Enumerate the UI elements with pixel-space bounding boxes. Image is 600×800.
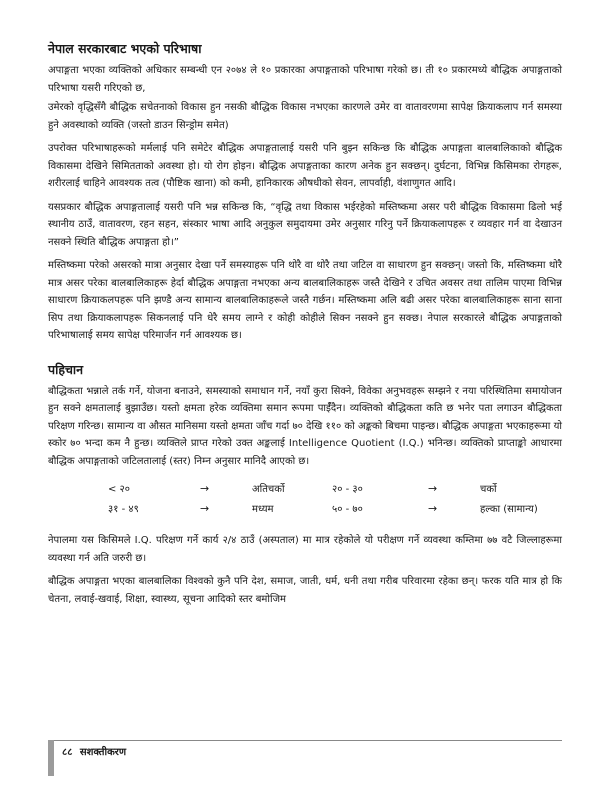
paragraph: उमेरको वृद्धिसँगै बौद्धिक सचेतनाको विकास हुन नसकी बौद्धिक विकास नभएका कारणले उमेर वा वातावरणमा सापेक्ष क्रियाकलाप गर्न समस्या हुने अवस्थाको व्यक्ति (जस्तो डाउन सिन्ड्रोम समेत) — [48, 102, 562, 131]
section-heading-definition: नेपाल सरकारबाट भएको परिभाषा — [48, 41, 202, 56]
iq-range: < २० — [108, 484, 130, 495]
iq-range: ५० - ७० — [332, 504, 363, 515]
arrow-icon: → — [200, 501, 210, 515]
page-number: ८८ — [62, 747, 73, 758]
iq-range: ३१ - ४९ — [108, 504, 139, 515]
paragraph: बौद्धिकता भन्नाले तर्क गर्ने, योजना बनाउने, समस्याको समाधान गर्ने, नयाँ कुरा सिक्ने, विवेका अनुभवहरू सम्झने र नया परिस्थितिमा समायोजन हुन सक्ने क्षमतालाई बुझाउँछ। यस्तो क्षमता हरेक व्यक्तिमा समान रूपमा पाईँदैन। व्यक्तिको बौद्धिकता कति छ भनेर पता लगाउन बौद्धिकता परिक्षण गरिन्छ। सामान्य वा औसत मानिसमा यस्तो क्षमता जाँच गर्दा ७० देखि ११० को अङ्कको बिचमा पाइन्छ। बौद्धिक अपाङ्गता भएकाहरूमा यो स्कोर ७० भन्दा कम नै हुन्छ। व्यक्तिले प्राप्त गरेको उक्त अङ्कलाई Intelligence Quotient (I.Q.) भनिन्छ। व्यक्तिको प्राप्ताङ्को आधारमा बौद्धिक अपाङ्गताको जटिलतालाई (स्तर) निम्न अनुसार मानिदै आएको छ। — [48, 385, 562, 467]
iq-level-label: हल्का (सामान्य) — [480, 504, 538, 515]
footer-divider — [48, 740, 562, 741]
iq-level-table — [108, 478, 538, 518]
paragraph: नेपालमा यस किसिमले I.Q. परिक्षण गर्ने कार्य २/४ ठाउँ (अस्पताल) मा मात्र रहेकोले यो परीक्षण गर्ने व्यवस्था कम्तिमा ७७ वटै जिल्लाहरूमा व्यवस्था गर्न अति जरुरी छ। — [48, 535, 562, 564]
table-row — [108, 478, 538, 498]
page-footer — [48, 740, 562, 780]
paragraph: अपाङ्गता भएका व्यक्तिको अधिकार सम्बन्धी एन २०७४ ले १० प्रकारका अपाङ्गताको परिभाषा गरेको छ। ती १० प्रकारमध्ये बौद्धिक अपाङ्गताको परिभाषा यसरी गरिएको छ, — [48, 65, 562, 94]
arrow-icon: → — [428, 501, 438, 515]
paragraph: उपरोक्त परिभाषाहरूको मर्मलाई पनि समेटेर बौद्धिक अपाङ्गतालाई यसरी पनि बुझ्न सकिन्छ कि बौद्धिक अपाङ्गता बालबालिकाको बौद्धिक विकासमा देखिने सिमितताको अवस्था हो। यो रोग होइन। बौद्धिक अपाङ्गताका कारण अनेक हुन सक्छन्। दुर्घटना, विभिन्न किसिमका रोगहरू, शरीरलाई चाहिने आवश्यक तत्व (पौष्टिक खाना) को कमी, हानिकारक औषधीको सेवन, लापर्वाही, वंशाणुगत आदि। — [48, 143, 562, 189]
section-heading-identification: पहिचान — [48, 361, 84, 377]
arrow-icon: → — [200, 481, 210, 495]
page-content — [48, 40, 562, 614]
paragraph: बौद्धिक अपाङ्गता भएका बालबालिका विश्वको कुनै पनि देश, समाज, जाती, धर्म, धनी तथा गरीब परिवारमा रहेका छन्। फरक यति मात्र हो कि चेतना, लवाई-खवाई, शिक्षा, स्वास्थ्य, सूचना आदिको स्तर बमोजिम — [48, 576, 562, 605]
iq-level-label: चर्को — [480, 484, 497, 495]
table-row — [108, 498, 538, 518]
arrow-icon: → — [428, 481, 438, 495]
paragraph: मस्तिष्कमा परेको असरको मात्रा अनुसार देखा पर्ने समस्याहरू पनि थोरै वा थोरै तथा जटिल वा साधारण हुन सक्छन्। जस्तो कि, मस्तिष्कमा थोरै मात्र असर परेका बालबालिकाहरू हेर्दा बौद्धिक अपाङ्गता नभएका अन्य बालबालिकाहरू जस्तै देखिने र उचित अवसर तथा तालिम पाएमा विभिन्न साधारण क्रियाकलपहरू पनि झण्डै अन्य सामान्य बालबालिकाहरूले जस्तै गर्छन। मस्तिष्कमा अलि बढी असर परेका बालबालिकाहरू साना साना सिप तथा क्रियाकलापहरू सिकनलाई पनि धेरै समय लाग्ने र कोही कोहीले सिक्न नसक्ने हुन सक्छ। नेपाल सरकारले बौद्धिक अपाङ्गताको परिभाषालाई समय सापेक्ष परिमार्जन गर्न आवश्यक छ। — [48, 260, 562, 341]
footer-text — [62, 744, 130, 758]
iq-range: २० - ३० — [332, 484, 363, 495]
iq-level-label: मध्यम — [252, 504, 274, 515]
paragraph: यसप्रकार बौद्धिक अपाङ्गतालाई यसरी पनि भन्न सकिन्छ कि, “वृद्धि तथा विकास भईरहेको मस्तिष्कमा असर परी बौद्धिक विकासमा ढिलो भई स्थानीय ठाउँ, वातावरण, रहन सहन, संस्कार भाषा आदि अनुकुल समुदायमा उमेर अनुसार गरिनु पर्ने क्रियाकलापहरू र व्यवहार गर्न वा देखाउन नसक्ने स्थिति बौद्धिक अपाङ्गता हो।” — [48, 201, 562, 248]
publication-title: सशक्तीकरण — [79, 747, 127, 758]
footer-accent-bar — [48, 740, 54, 776]
iq-level-label: अतिचर्को — [252, 484, 285, 495]
